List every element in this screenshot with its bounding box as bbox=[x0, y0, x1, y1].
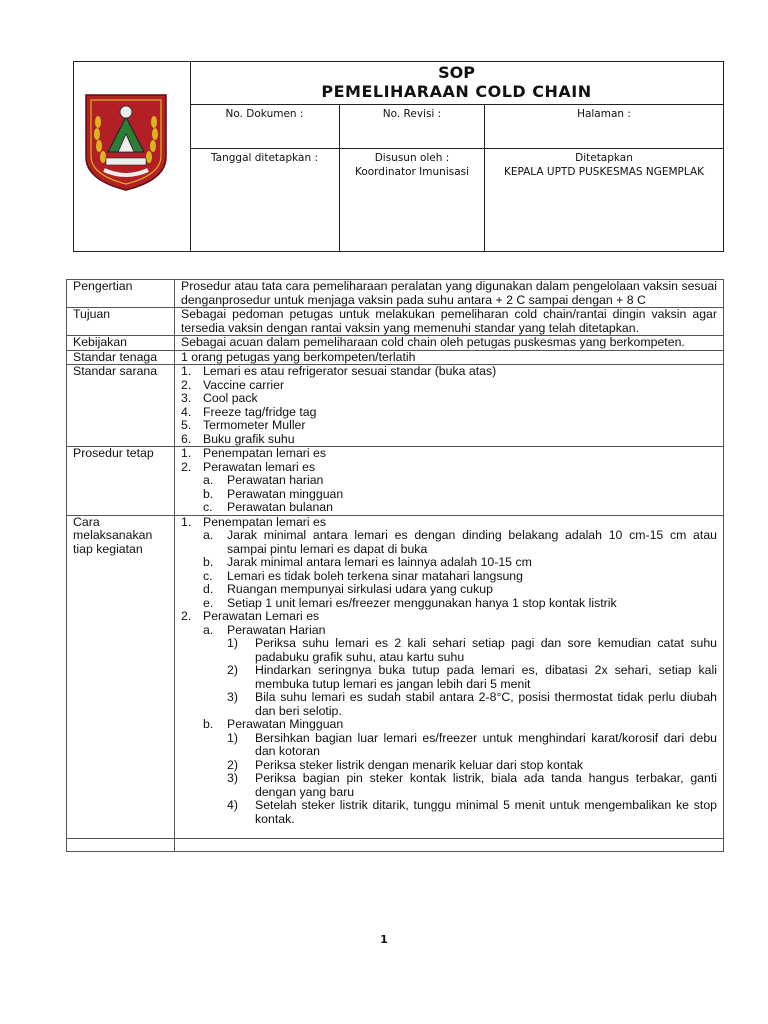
row-standar-tenaga bbox=[67, 350, 724, 365]
list-item: 5. Termometer Muller bbox=[181, 418, 306, 432]
ditetapkan-value: KEPALA UPTD PUSKESMAS NGEMPLAK bbox=[503, 166, 705, 178]
row-text: 1 orang petugas yang berkompeten/terlatih bbox=[175, 350, 724, 365]
sop-label: SOP bbox=[438, 63, 475, 82]
list-subitem: c. Lemari es tidak boleh terkena sinar matahari langsung bbox=[203, 568, 523, 583]
page-number: 1 bbox=[380, 933, 388, 946]
list-subsubitem: 2) Periksa steker listrik dengan menarik keluar dari stop kontak bbox=[227, 757, 584, 772]
list-subitem: b. Perawatan Mingguan bbox=[203, 717, 344, 731]
list-item: 1. Lemari es atau refrigerator sesuai standar (buka atas) bbox=[181, 364, 497, 378]
no-revisi-label: No. Revisi : bbox=[340, 104, 485, 148]
row-label: Prosedur tetap bbox=[67, 447, 175, 516]
list-item: 3. Cool pack bbox=[181, 391, 258, 405]
row-pengertian bbox=[67, 280, 724, 308]
list-subitem: b. Jarak minimal antara lemari es lainnya adalah 10-15 cm bbox=[203, 555, 532, 569]
list-item: 2. Perawatan lemari es bbox=[181, 459, 316, 474]
header-right bbox=[190, 62, 723, 251]
halaman-label: Halaman : bbox=[577, 108, 631, 120]
row-label: Pengertian bbox=[67, 280, 175, 308]
list-item: 1. Penempatan lemari es bbox=[181, 446, 327, 460]
list-subsubitem: 2) Hindarkan seringnya buka tutup pada lemari es, dibatasi 2x sehari, setiap kali membuka tutup lemari es jangan lebih dari 5 menit bbox=[227, 663, 717, 691]
header-row-document bbox=[190, 104, 723, 149]
no-dokumen-label: No. Dokumen : bbox=[190, 104, 340, 148]
list-subsubitem: 3) Periksa bagian pin steker kontak listrik, biala ada tanda hangus terbakar, ganti dengan yang baru bbox=[227, 771, 717, 799]
empty-cell bbox=[175, 839, 724, 852]
row-text: Sebagai acuan dalam pemeliharaan cold chain oleh petugas puskesmas yang berkompeten. bbox=[175, 336, 724, 351]
row-standar-sarana bbox=[67, 365, 724, 447]
ditetapkan-label: Ditetapkan bbox=[575, 152, 633, 164]
row-tujuan bbox=[67, 308, 724, 336]
list-item: 6. Buku grafik suhu bbox=[181, 431, 295, 446]
list-item: 1. Penempatan lemari es bbox=[181, 514, 327, 529]
row-list bbox=[175, 365, 724, 447]
list-subitem: d. Ruangan mempunyai sirkulasi udara yang cukup bbox=[203, 582, 493, 596]
tanggal-label: Tanggal ditetapkan : bbox=[190, 148, 340, 251]
row-label: Tujuan bbox=[67, 308, 175, 336]
list-subitem: b. Perawatan mingguan bbox=[203, 486, 344, 501]
list-subitem: a. Jarak minimal antara lemari es dengan dinding belakang adalah 10 cm-15 cm atau sampai pintu lemari es dapat di buka bbox=[203, 528, 717, 556]
empty-cell bbox=[67, 839, 175, 852]
row-text: Prosedur atau tata cara pemeliharaan peralatan yang digunakan dalam pengelolaan vaksin sesuai denganprosedur untuk menjaga vaksin pada suhu antara + 2 C sampai dengan + 8 C bbox=[175, 280, 724, 308]
list-item: 4. Freeze tag/fridge tag bbox=[181, 404, 317, 419]
row-label: Kebijakan bbox=[67, 336, 175, 351]
disusun-cell bbox=[340, 148, 485, 251]
document-title bbox=[190, 62, 723, 105]
list-subsubitem: 1) Bersihkan bagian luar lemari es/freezer untuk menghindari karat/korosif dari debu dan kotoran bbox=[227, 730, 717, 758]
sop-title: PEMELIHARAAN COLD CHAIN bbox=[321, 82, 592, 101]
row-label: Cara melaksanakan tiap kegiatan bbox=[67, 515, 175, 839]
row-label: Standar tenaga bbox=[67, 350, 175, 365]
list-item: 2. Perawatan Lemari es bbox=[181, 609, 320, 623]
row-empty bbox=[67, 839, 724, 852]
list-subsubitem: 4) Setelah steker listrik ditarik, tunggu minimal 5 menit untuk mengembalikan ke stop kontak. bbox=[227, 798, 717, 826]
list-subitem: a. Perawatan Harian bbox=[203, 622, 326, 637]
row-kebijakan bbox=[67, 336, 724, 351]
disusun-label: Disusun oleh : bbox=[374, 152, 450, 164]
row-cara bbox=[67, 515, 724, 839]
sop-table bbox=[66, 279, 724, 852]
list-item: 2. Vaccine carrier bbox=[181, 377, 285, 392]
disusun-value: Koordinator Imunisasi bbox=[354, 166, 470, 178]
list-subitem: a. Perawatan harian bbox=[203, 473, 324, 487]
list-subitem: c. Perawatan bulanan bbox=[203, 500, 333, 514]
list-subitem: e. Setiap 1 unit lemari es/freezer menggunakan hanya 1 stop kontak listrik bbox=[203, 595, 617, 610]
row-prosedur-tetap bbox=[67, 447, 724, 516]
regional-emblem-logo bbox=[74, 62, 190, 251]
row-list bbox=[175, 447, 724, 516]
list-subsubitem: 3) Bila suhu lemari es sudah stabil antara 2-8°C, posisi thermostat tidak perlu diubah dan beri selotip. bbox=[227, 690, 717, 718]
logo-cell bbox=[74, 62, 191, 251]
list-subsubitem: 1) Periksa suhu lemari es 2 kali sehari setiap pagi dan sore kemudian catat suhu padabuku grafik suhu, atau kartu suhu bbox=[227, 636, 717, 664]
row-text: Sebagai pedoman petugas untuk melakukan pemeliharan cold chain/rantai dingin vaksin agar tersedia vaksin dengan rantai vaksin yang memenuhi standar yang telah ditetapkan. bbox=[175, 308, 724, 336]
header-box bbox=[73, 61, 724, 252]
row-label: Standar sarana bbox=[67, 365, 175, 447]
row-list bbox=[175, 515, 724, 839]
header-row-approval bbox=[190, 148, 723, 251]
ditetapkan-cell bbox=[485, 148, 723, 251]
